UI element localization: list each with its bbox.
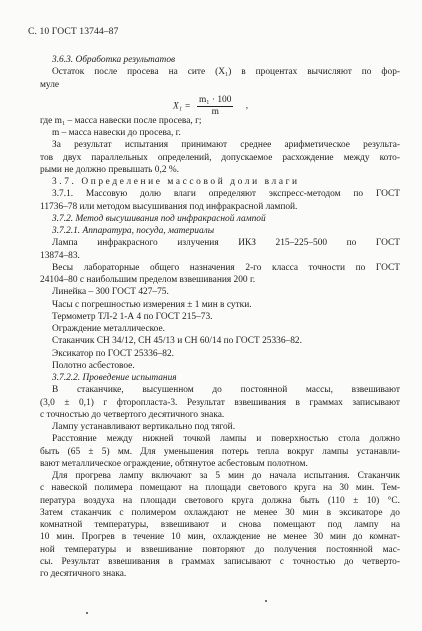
text-line: 3.6.3. Обработка результатов <box>52 55 176 65</box>
text-line: быть (65 ± 5) мм. Для уменьшения потерь тепла вокруг лампы устанавли- <box>40 446 400 457</box>
text-line: сы. Результат взвешивания в граммах записывают с точностью до четверто- <box>40 556 400 567</box>
text-line: Расстояние между нижней точкой лампы и поверхностью стола должно <box>52 434 400 445</box>
text-line: ной температуры и взвешивание повторяют до получения постоянной мас- <box>40 544 400 555</box>
text-line: Эксикатор по ГОСТ 25336–82. <box>52 348 174 359</box>
scan-speck <box>265 600 267 602</box>
text-line: тов двух параллельных определений, допускаемое расхождение между кото- <box>40 152 400 163</box>
text-line: комнатной температуры, взвешивают и снова помещают под лампу на <box>40 520 400 530</box>
page-header: С. 10 ГОСТ 13744–87 <box>28 26 119 37</box>
formula-tail: , <box>245 101 249 112</box>
text-line: муле <box>40 79 60 90</box>
text-line: Ограждение металлическое. <box>52 324 165 334</box>
text-line: Полотно асбестовое. <box>52 360 135 371</box>
scan-speck <box>86 612 88 614</box>
formula-numerator: m₁ · 100 <box>199 94 232 105</box>
formula <box>40 91 400 115</box>
text-line: Затем стаканчик с полимером охлаждают не менее 30 мин в эксикаторе до <box>40 507 400 518</box>
text-line: Лампа инфракрасного излучения ИКЗ 215–225–500 по ГОСТ <box>52 238 400 249</box>
text-line: 3.7.2.1. Аппаратура, посуда, материалы <box>52 226 215 236</box>
text-line: 3.7.2.2. Проведение испытания <box>52 373 177 383</box>
formula-denominator: m <box>211 106 219 117</box>
text-line: Остаток после просева на сите (X₁) в процентах вычисляют по фор- <box>52 67 400 78</box>
text-line: Линейка – 300 ГОСТ 427–75. <box>52 287 169 298</box>
text-line: рыми не должно превышать 0,2 %. <box>40 164 179 175</box>
text-line: с точностью до четвертого десятичного знака. <box>40 409 225 420</box>
text-line: Термометр ТЛ-2 1-А 4 по ГОСТ 215–73. <box>52 311 213 322</box>
text-line: Стаканчик СН 34/12, СН 45/13 и СН 60/14 по ГОСТ 25336–82. <box>52 336 302 347</box>
formula-lhs: X₁ = <box>173 101 191 112</box>
text-line: (3,0 ± 0,1) г фторопласта-3. Результат взвешивания в граммах записывают <box>40 397 400 408</box>
text-line: с навеской полимера помещают на площади светового круга на 30 мин. Тем- <box>40 483 400 494</box>
text-line: вают металлическое ограждение, обтянутое асбестовым полотном. <box>40 458 308 469</box>
text-line: 3.7.2. Метод высушивания под инфракрасной лампой <box>52 213 266 224</box>
text-line: За результат испытания принимают среднее арифметическое результа- <box>52 140 400 151</box>
text-line: 13874–83. <box>40 250 80 261</box>
document-body <box>40 54 400 580</box>
text-line: Для прогрева лампу включают за 5 мин до начала испытания. Стаканчик <box>52 471 400 481</box>
text-line: го десятичного знака. <box>40 569 127 579</box>
formula-fraction <box>197 95 233 118</box>
text-line: В стаканчике, высушенном до постоянной массы, взвешивают <box>52 385 400 396</box>
text-line: m – масса навески до просева, г. <box>52 128 181 138</box>
text-line: пература воздуха на площади светового круга должна быть (110 ± 10) °С. <box>40 495 400 506</box>
text-line: где m₁ – масса навески после просева, г; <box>40 115 202 126</box>
text-line: Часы с погрешностью измерения ± 1 мин в сутки. <box>52 299 252 310</box>
text-line: 24104–80 с наибольшим пределом взвешивания 200 г. <box>40 275 256 285</box>
text-line: Лампу устанавливают вертикально под тягой. <box>52 422 236 432</box>
text-line: 10 мин. Прогрев в течение 10 мин, охлаждение не менее 30 мин до комнат- <box>40 532 400 543</box>
text-line: 11736–78 или методом высушивания под инфракрасной лампой. <box>40 201 298 212</box>
text-line: 3.7. Определение массовой доли влаги <box>52 177 300 187</box>
text-line: Весы лабораторные общего назначения 2-го класса точности по ГОСТ <box>52 262 400 273</box>
text-line: 3.7.1. Массовую долю влаги определяют экспресс-методом по ГОСТ <box>52 189 400 200</box>
